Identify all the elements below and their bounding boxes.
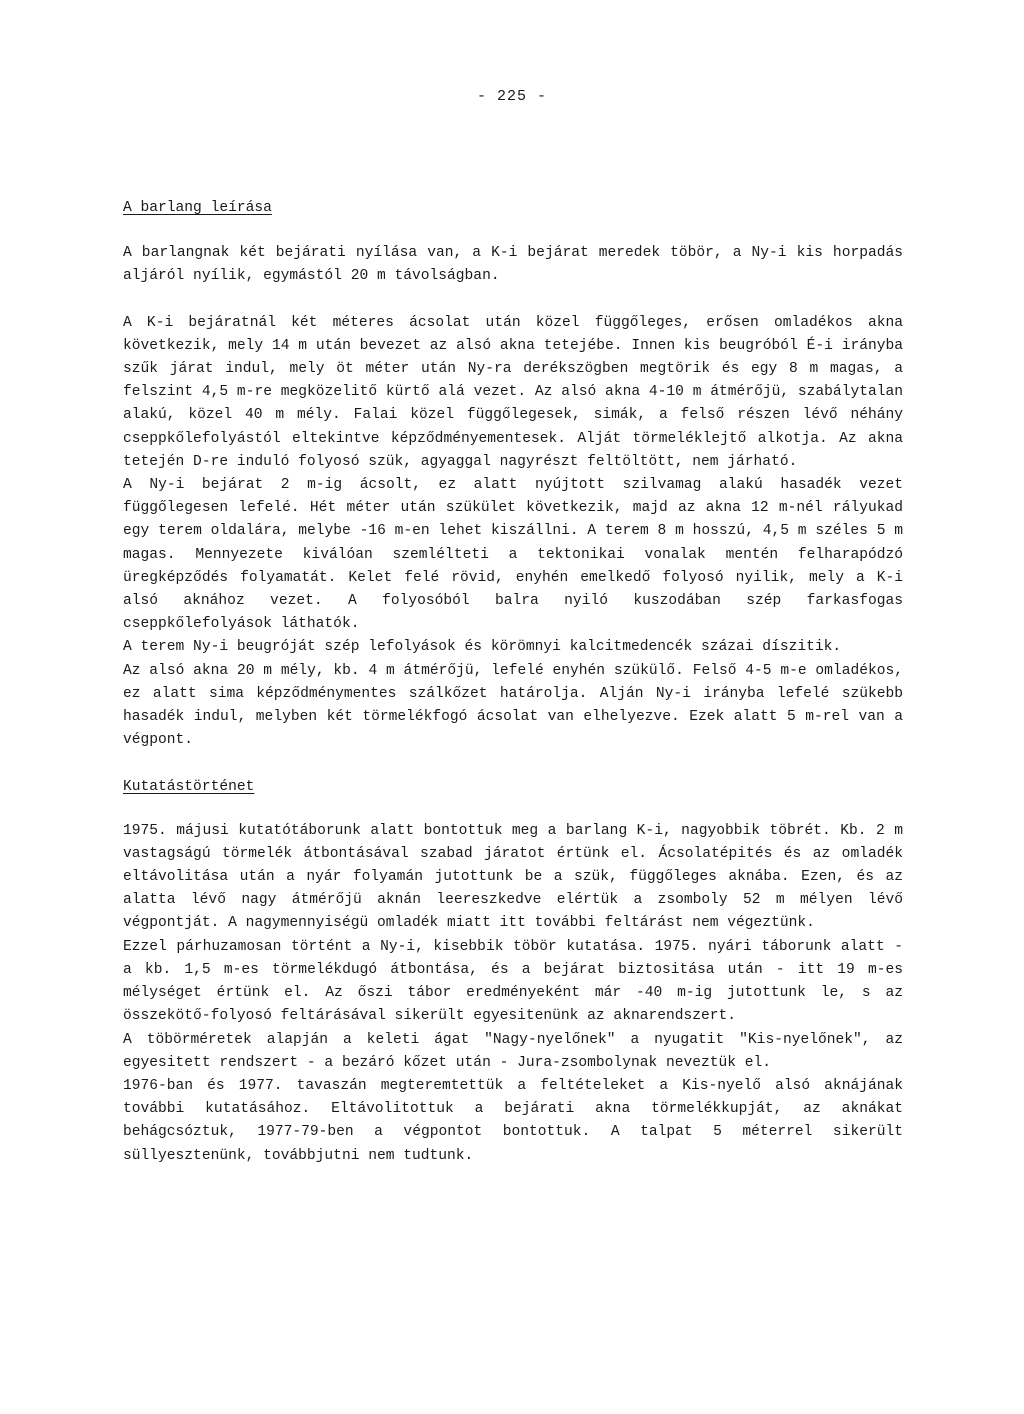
paragraph: Az alsó akna 20 m mély, kb. 4 m átmérőjü, lefelé enyhén szükülő. Felső 4-5 m-e omladékos, ez alatt sima képződménymentes szálkőzet határolja. Alján Ny-i irányba lefelé szükebb hasadék indul, melyben két törmelékfogó ácsolat van elhelyezve. Ezek alatt 5 m-rel van a végpont. (123, 662, 903, 749)
paragraph: 1976-ban és 1977. tavaszán megteremtettük a feltételeket a Kis-nyelő alsó aknájának további kutatásához. Eltávolitottuk a bejárati akna törmelékkupját, az aknákat behágcsóztuk, 1977-79-ben a végpontot bontottuk. A talpat 5 méterrel sikerült süllyesztenünk, továbbjutni nem tudtunk. (123, 1077, 903, 1164)
page-number: - 225 - (476, 88, 547, 105)
paragraph: 1975. májusi kutatótáborunk alatt bontottuk meg a barlang K-i, nagyobbik töbrét. Kb. 2 m vastagságú törmelék átbontásával szabad járatot értünk el. Ácsolatépités és az omladék eltávolitása után a nyár folyamán jutottunk be a szük, függőleges aknába. Ezen, és az alatta lévő nagy átmérőjü aknán leereszkedve elértük a zsomboly 52 m mélyen lévő végpontját. A nagymennyiségü omladék miatt itt további feltárást nem végeztünk. (123, 822, 903, 932)
section-heading: Kutatástörténet (123, 779, 255, 796)
section-heading: A barlang leírása (123, 200, 272, 216)
section-research-history (123, 776, 903, 1167)
paragraph: A barlangnak két bejárati nyílása van, a K-i bejárat meredek töbör, a Ny-i kis horpadás aljáról nyílik, egymástól 20 m távolságban. (123, 245, 903, 285)
section-description (123, 197, 903, 752)
paragraph: A K-i bejáratnál két méteres ácsolat után közel függőleges, erősen omladékos akna következik, mely 14 m után bevezet az alsó akna tetejébe. Innen kis beugróból É-i irányba szűk járat indul, mely öt méter után Ny-ra derékszögben megtörik és egy 8 m magas, a felszint 4,5 m-re megközelitő kürtő alá vezet. Az alsó akna 4-10 m átmérőjü, szabálytalan alakú, közel 40 m mély. Falai közel függőlegesek, simák, a felső részen lévő néhány cseppkőlefolyástól eltekintve képződményementesek. Alját törmeléklejtő alkotja. Az akna tetején D-re induló folyosó szük, agyaggal nagyrészt feltöltött, nem járható. (123, 314, 903, 470)
paragraph: Ezzel párhuzamosan történt a Ny-i, kisebbik töbör kutatása. 1975. nyári táborunk alatt - a kb. 1,5 m-es törmelékdugó átbontása, és a bejárat biztositása után - itt 19 m-es mélységet értünk el. Az őszi tábor eredményeként már -40 m-ig jutottunk le, s az összekötő-folyosó feltárásával sikerült egyesitenünk az aknarendszert. (123, 938, 903, 1025)
paragraph: A terem Ny-i beugróját szép lefolyások és körömnyi kalcitmedencék százai díszitik. (123, 639, 842, 656)
page-content (123, 197, 903, 1168)
paragraph: A Ny-i bejárat 2 m-ig ácsolt, ez alatt nyújtott szilvamag alakú hasadék vezet függőlegesen lefelé. Hét méter után szükület következik, majd az akna 12 m-nél rályukad egy terem oldalára, melybe -16 m-en lehet kiszállni. A terem 8 m hosszú, 4,5 m széles 5 m magas. Mennyezete kiválóan szemlélteti a tektonikai vonalak mentén felharapódzó üregképződés folyamatát. Kelet felé rövid, enyhén emelkedő folyosó nyilik, mely a K-i alsó aknához vezet. A folyosóból balra nyiló kuszodában szép farkasfogas cseppkőlefolyások láthatók. (123, 477, 903, 633)
paragraph: A töbörméretek alapján a keleti ágat "Nagy-nyelőnek" a nyugatit "Kis-nyelőnek", az egyesitett rendszert - a bezáró kőzet után - Jura-zsombolynak neveztük el. (123, 1031, 903, 1071)
